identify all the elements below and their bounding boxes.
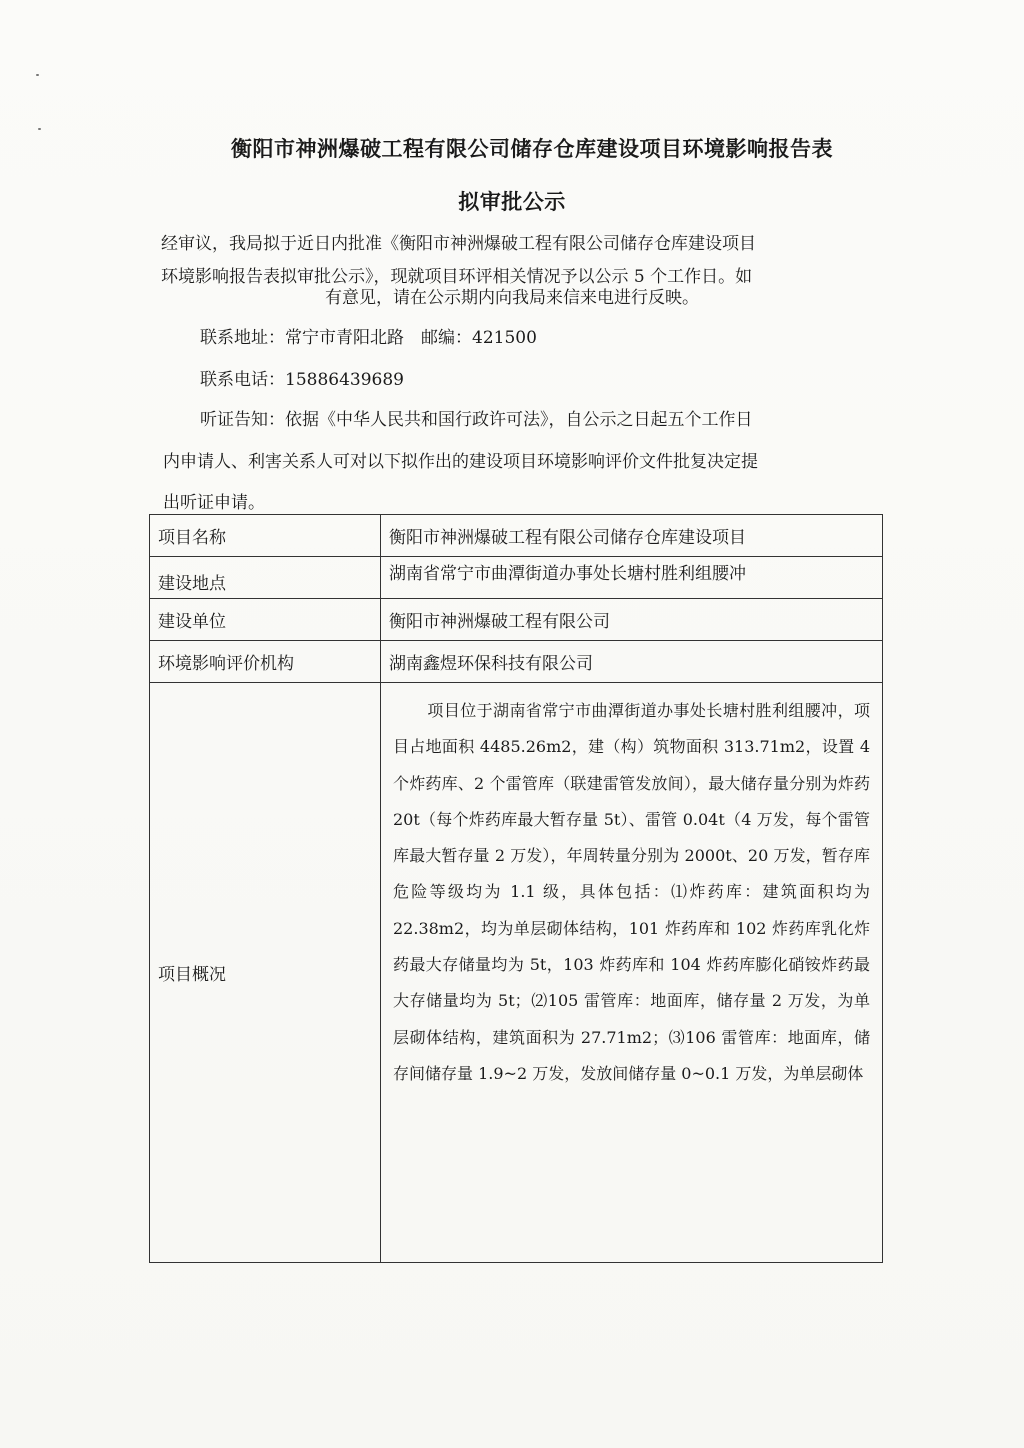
intro-line-3: 有意见，请在公示期内向我局来信来电进行反映。: [325, 288, 699, 308]
table-row: [150, 515, 883, 557]
intro-line-2: 环境影响报告表拟审批公示》，现就项目环评相关情况予以公示 5 个工作日。如: [161, 267, 753, 287]
row-value-overview-cell: [381, 683, 883, 1263]
row-label-builder: 建设单位: [150, 599, 381, 641]
intro-line-1: 经审议，我局拟于近日内批准《衡阳市神洲爆破工程有限公司储存仓库建设项目: [161, 234, 756, 254]
hearing-line-3: 出听证申请。: [163, 493, 265, 513]
row-label-project-name: 项目名称: [150, 515, 381, 557]
table-row: [150, 557, 883, 599]
overview-text: 项目位于湖南省常宁市曲潭街道办事处长塘村胜利组腰冲，项目占地面积 4485.26m2，建（构）筑物面积 313.71m2，设置 4 个炸药库、2 个雷管库（联建雷管发放间），最大储存量分别为炸药 20t（每个炸药库最大暂存量 5t）、雷管 0.04t（4 万发，每个雷管库最大暂存量 2 万发），年周转量分别为 2000t、20 万发，暂存库危险等级均为 1.1 级，具体包括：⑴炸药库：建筑面积均为 22.38m2，均为单层砌体结构，101 炸药库和 102 炸药库乳化炸药最大存储量均为 5t，103 炸药库和 104 炸药库膨化硝铵炸药最大存储量均为 5t；⑵105 雷管库：地面库，储存量 2 万发，为单层砌体结构，建筑面积为 27.71m2；⑶106 雷管库：地面库，储存间储存量 1.9~2 万发，发放间储存量 0~0.1 万发，为单层砌体: [393, 701, 870, 1083]
table-row: [150, 599, 883, 641]
row-label-overview: 项目概况: [150, 683, 381, 1263]
hearing-line-2: 内申请人、利害关系人可对以下拟作出的建设项目环境影响评价文件批复决定提: [163, 452, 758, 472]
hearing-line-1: 听证告知：依据《中华人民共和国行政许可法》，自公示之日起五个工作日: [200, 410, 753, 430]
scan-speck: [38, 128, 41, 130]
contact-phone: 联系电话：15886439689: [200, 370, 404, 390]
scan-speck: [36, 74, 39, 76]
row-value-overview: [389, 683, 874, 1092]
row-value-eia-agency: 湖南鑫煜环保科技有限公司: [381, 641, 883, 683]
document-title: 衡阳市神洲爆破工程有限公司储存仓库建设项目环境影响报告表: [231, 137, 833, 161]
row-label-eia-agency: 环境影响评价机构: [150, 641, 381, 683]
row-value-project-name: 衡阳市神洲爆破工程有限公司储存仓库建设项目: [381, 515, 883, 557]
row-value-builder: 衡阳市神洲爆破工程有限公司: [381, 599, 883, 641]
table-row: [150, 641, 883, 683]
project-info-table: [149, 514, 883, 1263]
document-subtitle: 拟审批公示: [458, 190, 566, 214]
row-label-location: 建设地点: [150, 557, 381, 599]
row-value-location: 湖南省常宁市曲潭街道办事处长塘村胜利组腰冲: [381, 557, 883, 599]
table-row: [150, 683, 883, 1263]
contact-address: 联系地址：常宁市青阳北路 邮编：421500: [200, 328, 537, 348]
